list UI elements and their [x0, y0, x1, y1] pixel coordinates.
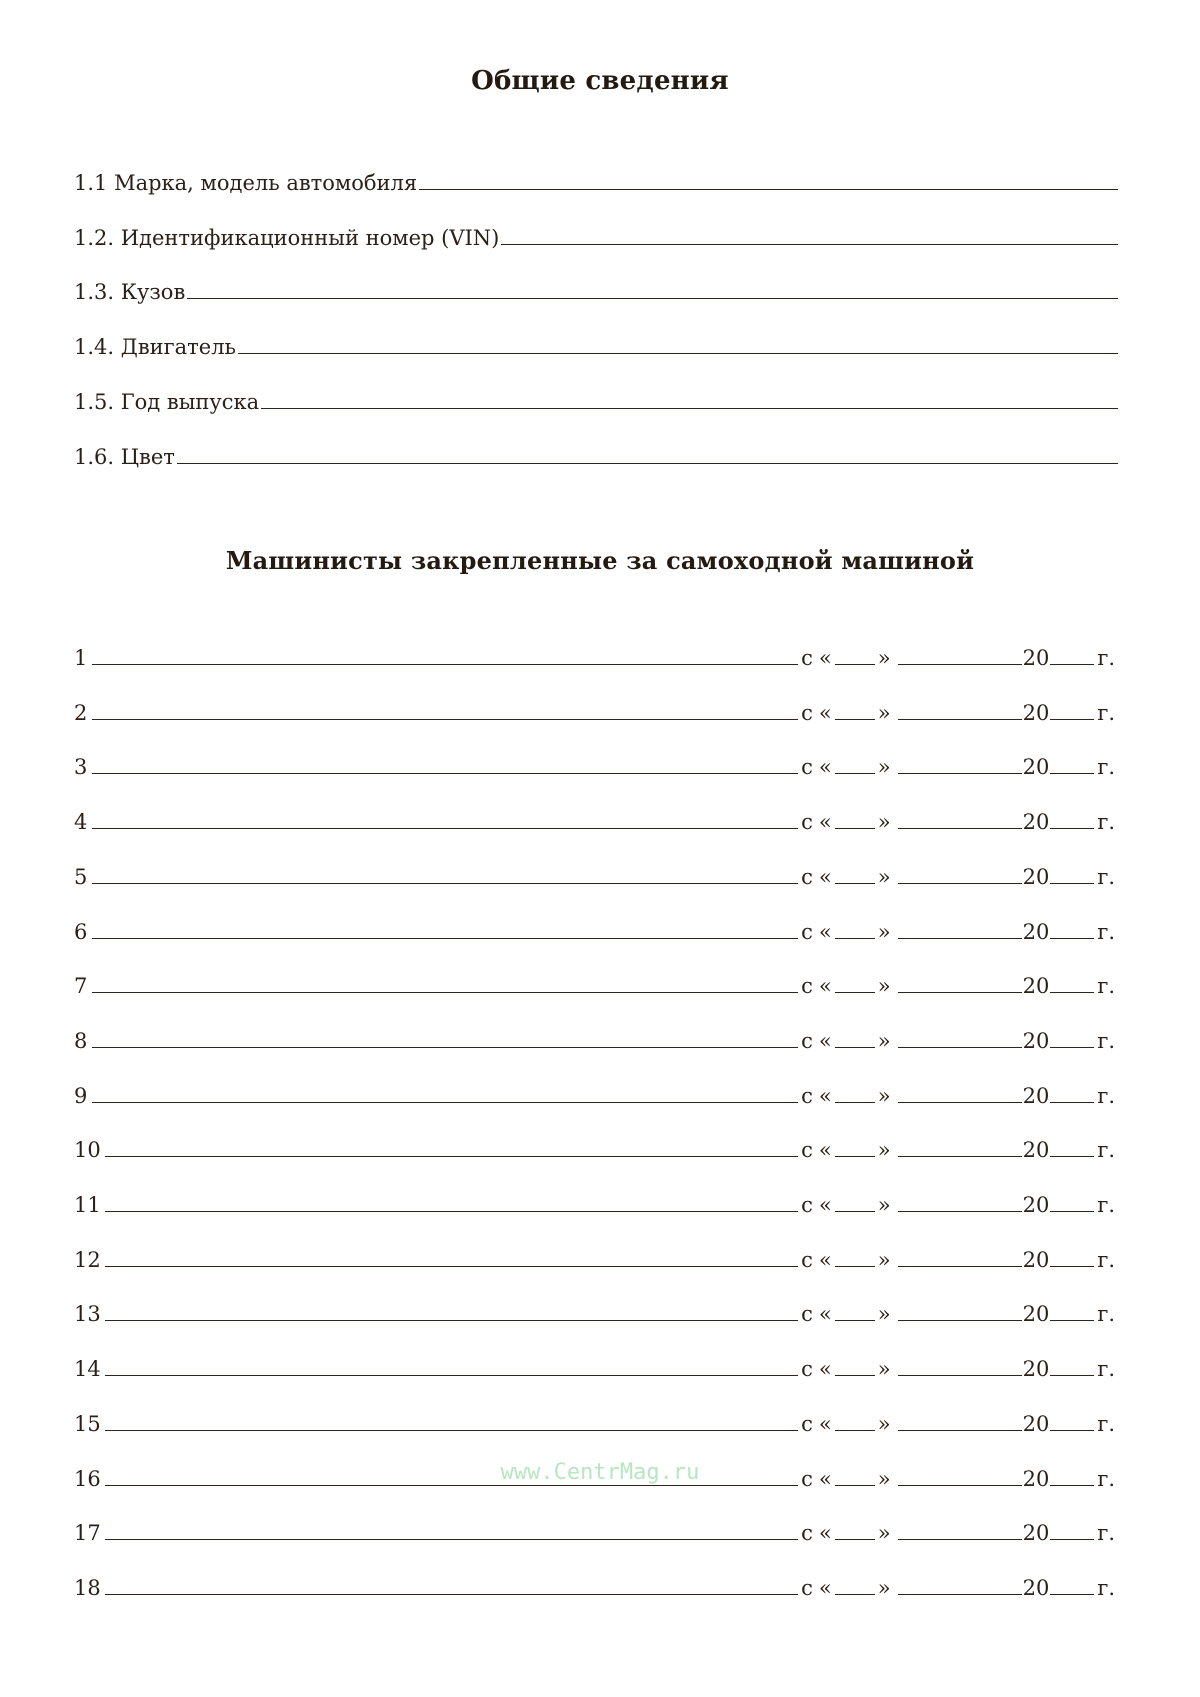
row-number: 2	[74, 701, 88, 725]
quote-open: «	[818, 920, 832, 944]
field-label: 1.5. Год выпуска	[74, 390, 260, 414]
year-input-line[interactable]	[1050, 883, 1094, 884]
operator-row	[74, 695, 1118, 725]
month-input-line[interactable]	[898, 1102, 1022, 1103]
quote-close: »	[877, 810, 891, 834]
operator-row	[74, 1242, 1118, 1272]
day-input-line[interactable]	[835, 883, 875, 884]
from-label: с	[801, 920, 813, 944]
quote-open: «	[818, 865, 832, 889]
quote-open: «	[818, 1138, 832, 1162]
year-prefix: 20	[1022, 755, 1050, 779]
row-number: 17	[74, 1521, 101, 1545]
year-input-line[interactable]	[1050, 719, 1094, 720]
month-input-line[interactable]	[898, 1266, 1022, 1267]
section-title-operators: Машинисты закрепленные за самоходной машиной	[225, 546, 975, 575]
year-prefix: 20	[1022, 810, 1050, 834]
year-suffix: г.	[1097, 701, 1115, 725]
quote-close: »	[877, 1193, 891, 1217]
day-input-line[interactable]	[835, 992, 875, 993]
operator-name-line[interactable]	[105, 1375, 798, 1376]
page-title: Общие сведения	[471, 66, 729, 96]
quote-open: «	[818, 1029, 832, 1053]
operator-name-line[interactable]	[105, 1156, 798, 1157]
day-input-line[interactable]	[835, 1156, 875, 1157]
year-input-line[interactable]	[1050, 773, 1094, 774]
year-prefix: 20	[1022, 1029, 1050, 1053]
quote-close: »	[877, 865, 891, 889]
operator-name-line[interactable]	[92, 1047, 798, 1048]
year-input-line[interactable]	[1050, 992, 1094, 993]
from-label: с	[801, 865, 813, 889]
from-label: с	[801, 1302, 813, 1326]
from-label: с	[801, 755, 813, 779]
year-suffix: г.	[1097, 1029, 1115, 1053]
row-number: 11	[74, 1193, 101, 1217]
operator-name-line[interactable]	[92, 938, 798, 939]
day-input-line[interactable]	[835, 1430, 875, 1431]
row-number: 5	[74, 865, 88, 889]
year-suffix: г.	[1097, 1302, 1115, 1326]
year-input-line[interactable]	[1050, 1430, 1094, 1431]
month-input-line[interactable]	[898, 1594, 1022, 1595]
quote-close: »	[877, 1467, 891, 1491]
quote-close: »	[877, 755, 891, 779]
month-input-line[interactable]	[898, 883, 1022, 884]
year-prefix: 20	[1022, 1576, 1050, 1600]
from-label: с	[801, 1029, 813, 1053]
operator-row	[74, 1406, 1118, 1436]
field-row	[74, 384, 1118, 414]
year-input-line[interactable]	[1050, 1211, 1094, 1212]
quote-open: «	[818, 1467, 832, 1491]
year-input-line[interactable]	[1050, 664, 1094, 665]
day-input-line[interactable]	[835, 1102, 875, 1103]
year-suffix: г.	[1097, 1521, 1115, 1545]
operator-name-line[interactable]	[92, 828, 798, 829]
quote-close: »	[877, 646, 891, 670]
day-input-line[interactable]	[835, 828, 875, 829]
quote-close: »	[877, 974, 891, 998]
year-input-line[interactable]	[1050, 1156, 1094, 1157]
from-label: с	[801, 1193, 813, 1217]
operator-name-line[interactable]	[105, 1594, 798, 1595]
field-input-line[interactable]	[419, 188, 1118, 190]
month-input-line[interactable]	[898, 719, 1022, 720]
from-label: с	[801, 1467, 813, 1491]
year-suffix: г.	[1097, 1248, 1115, 1272]
from-label: с	[801, 1138, 813, 1162]
day-input-line[interactable]	[835, 1485, 875, 1486]
operator-name-line[interactable]	[105, 1211, 798, 1212]
year-input-line[interactable]	[1050, 1594, 1094, 1595]
year-suffix: г.	[1097, 1467, 1115, 1491]
from-label: с	[801, 810, 813, 834]
row-number: 8	[74, 1029, 88, 1053]
year-prefix: 20	[1022, 701, 1050, 725]
year-prefix: 20	[1022, 920, 1050, 944]
field-input-line[interactable]	[501, 243, 1118, 245]
quote-close: »	[877, 1248, 891, 1272]
quote-open: «	[818, 1412, 832, 1436]
year-input-line[interactable]	[1050, 828, 1094, 829]
from-label: с	[801, 1357, 813, 1381]
field-row	[74, 274, 1118, 304]
operator-name-line[interactable]	[92, 1102, 798, 1103]
row-number: 13	[74, 1302, 101, 1326]
operator-row	[74, 968, 1118, 998]
year-input-line[interactable]	[1050, 1539, 1094, 1540]
day-input-line[interactable]	[835, 1539, 875, 1540]
field-input-line[interactable]	[261, 407, 1118, 409]
watermark: www.CentrMag.ru	[500, 1460, 700, 1485]
year-prefix: 20	[1022, 1138, 1050, 1162]
field-row	[74, 165, 1118, 195]
operator-name-line[interactable]	[105, 1430, 798, 1431]
month-input-line[interactable]	[898, 1375, 1022, 1376]
year-input-line[interactable]	[1050, 1266, 1094, 1267]
operator-row	[74, 1023, 1118, 1053]
day-input-line[interactable]	[835, 773, 875, 774]
operator-name-line[interactable]	[105, 1539, 798, 1540]
row-number: 16	[74, 1467, 101, 1491]
field-row	[74, 220, 1118, 250]
row-number: 15	[74, 1412, 101, 1436]
day-input-line[interactable]	[835, 1047, 875, 1048]
row-number: 9	[74, 1084, 88, 1108]
year-suffix: г.	[1097, 1412, 1115, 1436]
field-input-line[interactable]	[177, 462, 1118, 464]
year-prefix: 20	[1022, 1357, 1050, 1381]
month-input-line[interactable]	[898, 1047, 1022, 1048]
row-number: 14	[74, 1357, 101, 1381]
day-input-line[interactable]	[835, 1375, 875, 1376]
year-suffix: г.	[1097, 1576, 1115, 1600]
year-prefix: 20	[1022, 1084, 1050, 1108]
from-label: с	[801, 646, 813, 670]
quote-open: «	[818, 1521, 832, 1545]
row-number: 3	[74, 755, 88, 779]
year-prefix: 20	[1022, 1521, 1050, 1545]
field-row	[74, 439, 1118, 469]
year-suffix: г.	[1097, 755, 1115, 779]
operator-row	[74, 1570, 1118, 1600]
month-input-line[interactable]	[898, 1539, 1022, 1540]
year-prefix: 20	[1022, 974, 1050, 998]
operator-row	[74, 1296, 1118, 1326]
operator-row	[74, 914, 1118, 944]
day-input-line[interactable]	[835, 1266, 875, 1267]
operator-name-line[interactable]	[92, 664, 798, 665]
quote-open: «	[818, 974, 832, 998]
operator-row	[74, 1187, 1118, 1217]
field-label: 1.1 Марка, модель автомобиля	[74, 171, 418, 195]
operator-name-line[interactable]	[92, 883, 798, 884]
month-input-line[interactable]	[898, 773, 1022, 774]
month-input-line[interactable]	[898, 1156, 1022, 1157]
row-number: 1	[74, 646, 88, 670]
row-number: 12	[74, 1248, 101, 1272]
year-prefix: 20	[1022, 1467, 1050, 1491]
day-input-line[interactable]	[835, 938, 875, 939]
from-label: с	[801, 1412, 813, 1436]
year-prefix: 20	[1022, 646, 1050, 670]
day-input-line[interactable]	[835, 1211, 875, 1212]
operator-row	[74, 1515, 1118, 1545]
operator-row	[74, 640, 1118, 670]
quote-close: »	[877, 701, 891, 725]
operator-row	[74, 1078, 1118, 1108]
quote-open: «	[818, 1248, 832, 1272]
operator-name-line[interactable]	[92, 719, 798, 720]
year-suffix: г.	[1097, 865, 1115, 889]
field-label: 1.2. Идентификационный номер (VIN)	[74, 226, 500, 250]
month-input-line[interactable]	[898, 1320, 1022, 1321]
quote-open: «	[818, 1576, 832, 1600]
year-suffix: г.	[1097, 810, 1115, 834]
quote-close: »	[877, 1302, 891, 1326]
month-input-line[interactable]	[898, 1211, 1022, 1212]
year-suffix: г.	[1097, 646, 1115, 670]
year-suffix: г.	[1097, 1193, 1115, 1217]
month-input-line[interactable]	[898, 1430, 1022, 1431]
month-input-line[interactable]	[898, 664, 1022, 665]
row-number: 6	[74, 920, 88, 944]
day-input-line[interactable]	[835, 664, 875, 665]
operator-row	[74, 749, 1118, 779]
operator-row	[74, 1351, 1118, 1381]
operator-row	[74, 859, 1118, 889]
year-input-line[interactable]	[1050, 1102, 1094, 1103]
quote-open: «	[818, 646, 832, 670]
day-input-line[interactable]	[835, 1594, 875, 1595]
year-input-line[interactable]	[1050, 1047, 1094, 1048]
year-input-line[interactable]	[1050, 1375, 1094, 1376]
field-label: 1.4. Двигатель	[74, 335, 236, 359]
quote-open: «	[818, 1357, 832, 1381]
quote-close: »	[877, 1029, 891, 1053]
quote-close: »	[877, 1412, 891, 1436]
operator-name-line[interactable]	[105, 1320, 798, 1321]
row-number: 4	[74, 810, 88, 834]
quote-open: «	[818, 1302, 832, 1326]
year-prefix: 20	[1022, 1193, 1050, 1217]
operator-name-line[interactable]	[105, 1485, 798, 1486]
from-label: с	[801, 1521, 813, 1545]
field-label: 1.3. Кузов	[74, 280, 186, 304]
row-number: 10	[74, 1138, 101, 1162]
quote-open: «	[818, 1084, 832, 1108]
from-label: с	[801, 1576, 813, 1600]
month-input-line[interactable]	[898, 992, 1022, 993]
quote-open: «	[818, 1193, 832, 1217]
quote-close: »	[877, 1576, 891, 1600]
operator-name-line[interactable]	[92, 992, 798, 993]
field-row	[74, 329, 1118, 359]
year-prefix: 20	[1022, 865, 1050, 889]
year-input-line[interactable]	[1050, 1320, 1094, 1321]
month-input-line[interactable]	[898, 938, 1022, 939]
operator-name-line[interactable]	[105, 1266, 798, 1267]
quote-close: »	[877, 1521, 891, 1545]
year-suffix: г.	[1097, 920, 1115, 944]
quote-close: »	[877, 1084, 891, 1108]
year-input-line[interactable]	[1050, 1485, 1094, 1486]
year-suffix: г.	[1097, 1357, 1115, 1381]
year-prefix: 20	[1022, 1248, 1050, 1272]
quote-close: »	[877, 920, 891, 944]
quote-close: »	[877, 1357, 891, 1381]
operator-name-line[interactable]	[92, 773, 798, 774]
operator-row	[74, 804, 1118, 834]
year-input-line[interactable]	[1050, 938, 1094, 939]
field-input-line[interactable]	[187, 297, 1118, 299]
from-label: с	[801, 1248, 813, 1272]
month-input-line[interactable]	[898, 828, 1022, 829]
field-input-line[interactable]	[238, 352, 1118, 354]
month-input-line[interactable]	[898, 1485, 1022, 1486]
operator-row	[74, 1132, 1118, 1162]
year-suffix: г.	[1097, 974, 1115, 998]
quote-open: «	[818, 701, 832, 725]
quote-open: «	[818, 810, 832, 834]
year-prefix: 20	[1022, 1412, 1050, 1436]
day-input-line[interactable]	[835, 719, 875, 720]
day-input-line[interactable]	[835, 1320, 875, 1321]
year-prefix: 20	[1022, 1302, 1050, 1326]
from-label: с	[801, 974, 813, 998]
field-label: 1.6. Цвет	[74, 445, 175, 469]
from-label: с	[801, 701, 813, 725]
from-label: с	[801, 1084, 813, 1108]
row-number: 7	[74, 974, 88, 998]
year-suffix: г.	[1097, 1138, 1115, 1162]
year-suffix: г.	[1097, 1084, 1115, 1108]
quote-close: »	[877, 1138, 891, 1162]
quote-open: «	[818, 755, 832, 779]
row-number: 18	[74, 1576, 101, 1600]
